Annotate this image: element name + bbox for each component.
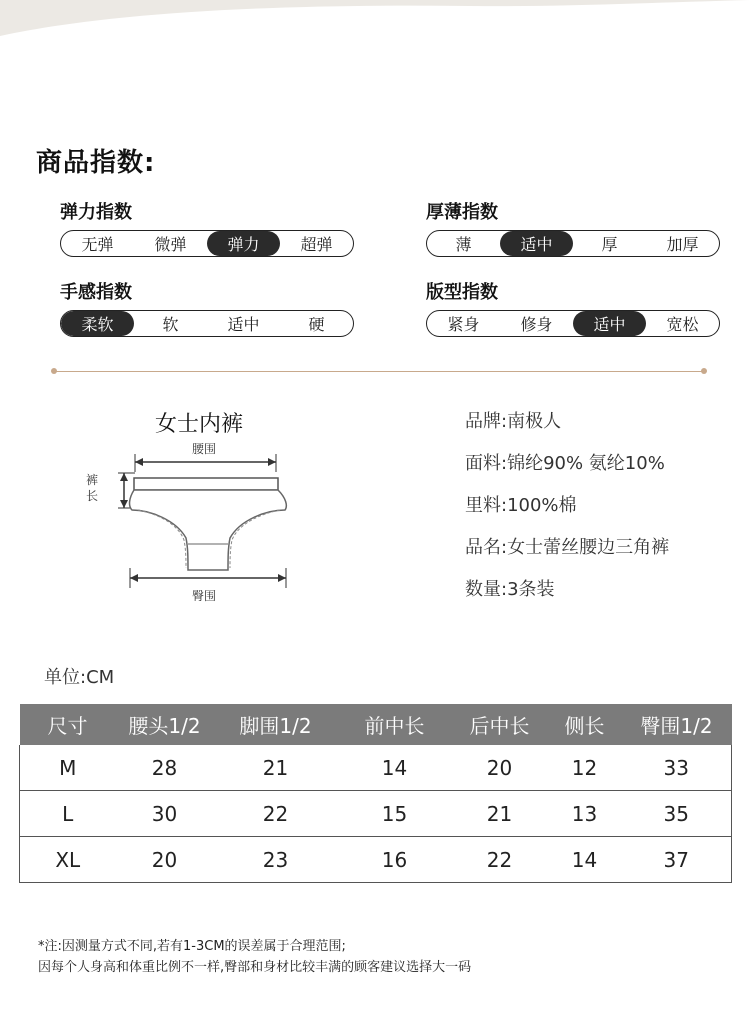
pill-option: 软 [162,315,179,334]
hip-label: 臀围 [192,589,217,603]
pill-scale [426,230,720,257]
top-decoration [0,0,750,50]
underwear-measurement-diagram [80,440,310,610]
table-cell: 14 [548,837,622,883]
table-cell: 12 [548,745,622,791]
pill-scale [426,310,720,337]
table-row [20,745,732,791]
pill-option: 厚 [601,235,618,254]
section-divider [54,371,704,372]
pill-option: 适中 [227,315,260,334]
footnote [38,936,471,978]
index-label: 手感指数 [60,282,132,303]
table-cell: 33 [622,745,732,791]
length-label-top: 裤 [86,473,99,487]
table-row [20,791,732,837]
table-header-row [20,704,732,745]
table-cell: 13 [548,791,622,837]
table-header: 前中长 [338,704,452,745]
table-cell: 14 [338,745,452,791]
pill-option-selected: 适中 [573,311,646,336]
index-thickness [426,198,726,257]
table-cell: 22 [452,837,548,883]
table-row [20,837,732,883]
product-specs [465,410,669,620]
index-label: 厚薄指数 [426,202,498,223]
spec-lining: 里料:100%棉 [465,495,577,516]
pill-option: 薄 [455,235,472,254]
table-header: 侧长 [548,704,622,745]
footnote-line: 因每个人身高和体重比例不一样,臀部和身材比较丰满的顾客建议选择大一码 [38,960,472,975]
table-cell: 28 [116,745,214,791]
diagram-title: 女士内裤 [155,412,244,437]
table-cell: 20 [116,837,214,883]
spec-product-name: 品名:女士蕾丝腰边三角裤 [465,537,670,558]
table-cell: 21 [214,745,338,791]
table-cell: 20 [452,745,548,791]
table-header: 尺寸 [20,704,116,745]
table-cell: L [20,791,116,837]
spec-brand: 品牌:南极人 [465,411,562,432]
pill-option: 微弹 [154,235,187,254]
spec-quantity: 数量:3条装 [465,579,555,600]
table-cell: M [20,745,116,791]
waist-label: 腰围 [192,442,217,456]
pill-option: 紧身 [447,315,480,334]
size-table [19,704,732,883]
pill-scale [60,310,354,337]
table-header: 脚围1/2 [214,704,338,745]
table-cell: 15 [338,791,452,837]
divider-dot [701,368,707,374]
pill-option: 修身 [520,315,553,334]
table-cell: 30 [116,791,214,837]
unit-label: 单位:CM [44,667,115,688]
pill-option: 加厚 [666,235,699,254]
table-header: 后中长 [452,704,548,745]
length-label-bottom: 长 [86,489,99,503]
table-cell: XL [20,837,116,883]
spec-fabric: 面料:锦纶90% 氨纶10% [465,453,665,474]
footnote-line: *注:因测量方式不同,若有1-3CM的误差属于合理范围; [38,939,346,954]
table-cell: 35 [622,791,732,837]
table-cell: 22 [214,791,338,837]
table-header: 腰头1/2 [116,704,214,745]
index-label: 版型指数 [426,282,498,303]
pill-option-selected: 弹力 [207,231,280,256]
index-label: 弹力指数 [60,202,132,223]
table-cell: 16 [338,837,452,883]
pill-option: 硬 [308,315,325,334]
index-elasticity [60,198,360,257]
section-title: 商品指数: [36,148,156,178]
pill-option-selected: 柔软 [61,311,134,336]
table-cell: 23 [214,837,338,883]
index-feel [60,278,360,337]
table-cell: 37 [622,837,732,883]
pill-option-selected: 适中 [500,231,573,256]
pill-option: 宽松 [666,315,699,334]
index-fit [426,278,726,337]
pill-option: 无弹 [81,235,114,254]
table-cell: 21 [452,791,548,837]
pill-option: 超弹 [300,235,333,254]
pill-scale [60,230,354,257]
table-header: 臀围1/2 [622,704,732,745]
